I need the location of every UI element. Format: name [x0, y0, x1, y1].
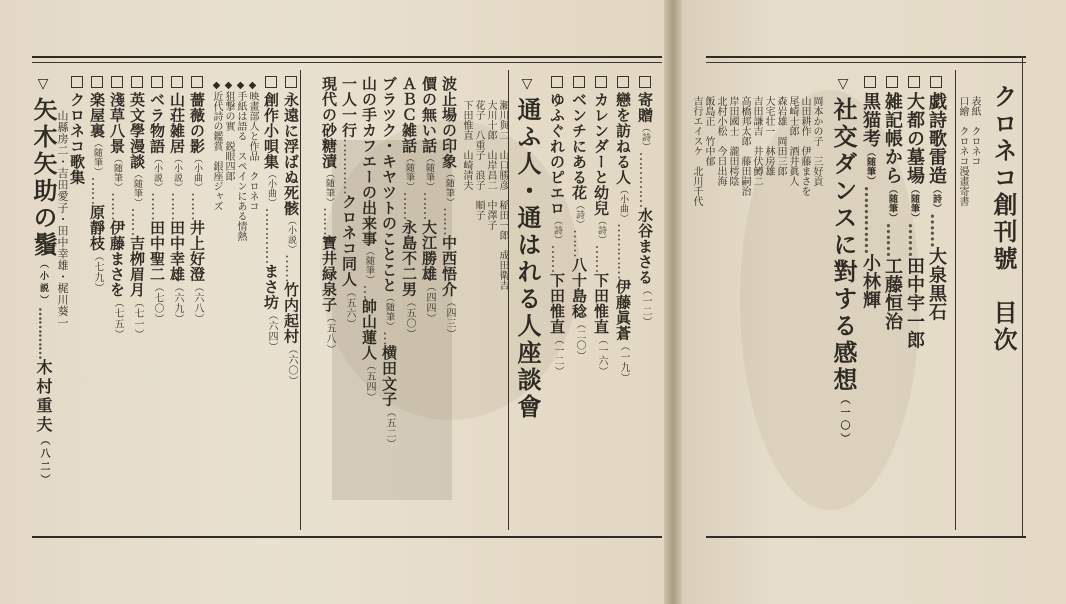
toc-entry: 山の手カフエーの出来事（随筆）…帥山蓮人（五四）: [360, 76, 378, 403]
zadan-members: 花子 八重子 浪子 順子: [473, 100, 484, 220]
toc-entry: 一人一行…………クロネコ同人（五六）: [340, 76, 358, 329]
frontis-credit: 口繪 クロネコ漫畫寄書: [957, 96, 968, 206]
toc-entry: 永遠に浮ばぬ死骸（小説）……竹内起村（六〇）: [282, 76, 300, 536]
section-divider: [508, 70, 509, 530]
bottom-rule-left: [32, 536, 662, 538]
toc-entry: 楽屋裏（随筆）……原靜枝（七九）: [88, 76, 106, 536]
feature-names: 高橋邦太郎 藤田嗣治: [739, 96, 750, 196]
zadan-members: 大川十郎 山岸昌二 中澤子: [485, 100, 496, 230]
feature-names: 尾崎士郎 酒井眞人: [787, 96, 798, 186]
top-rule-left: [32, 56, 662, 58]
toc-entry: 淺草八景（随筆）……伊藤まさを（七五）: [108, 76, 126, 536]
cover-credit: 表紙 クロネコ: [969, 96, 980, 166]
feature-names: 吉行エイスケ 北川千代: [691, 96, 702, 206]
top-rule-right: [706, 56, 1026, 58]
feature-names: 飯島正 竹中郁: [703, 96, 714, 166]
sub-item: ◆近代詩の鑑賞 銀座ジャズ: [211, 80, 222, 211]
feature-names: 山田耕作 伊藤まさを: [799, 96, 810, 196]
tanka-names: 山縣房二・吉田愛子・田中幸雄・梶川葵一: [56, 110, 69, 329]
toc-entry: 山荘雑居（小説）……田中幸雄（六九）: [168, 76, 186, 536]
feature-title: ▽社交ダンスに對する感想（一〇）: [829, 76, 858, 446]
zadan-members: 瀬川與二 山口勝彦 稲田一郎 成田衛吉: [497, 100, 508, 290]
toc-entry: ＡＢＣ雑話（随筆）……永島不二男（五〇）: [400, 76, 418, 339]
toc-entry: ベラ物語（小説）……田中聖二（七〇）: [148, 76, 166, 536]
feature-names: 大宅壮一 林房雄: [763, 96, 774, 176]
toc-entry: ブラツク・キヤツトのことこと（随筆）…横田文子（五二）: [380, 76, 398, 449]
toc-entry: 雑記帳から（随筆）……工藤恒治: [882, 76, 902, 536]
book-gutter: [664, 0, 682, 604]
toc-entry: ゆふぐれのピエロ（詩）……下田惟直（一二）: [548, 76, 566, 536]
sub-item: ◆映畫部人と作品 クロネコ: [247, 80, 258, 211]
feature-names: 岸田國士 瀧田樗陰: [727, 96, 738, 186]
zadan-members: 下田惟直 山崎清夫: [461, 100, 472, 190]
feature-names: 森岩雄 岡田三郎: [775, 96, 786, 176]
toc-entry: 創作小唄集（小曲）…………まさ坊（六四）: [262, 76, 280, 536]
right-frame-line: [1022, 56, 1023, 536]
top-rule-right-thin: [706, 62, 1026, 63]
toc-entry: 波止場の印象（随筆）……中西悟介（四三）: [440, 76, 458, 339]
sub-item: ◆狙撃の實 鋭眼四郎: [223, 80, 234, 181]
toc-entry: 英文學漫談（随筆）……吉栁眉月（七一）: [128, 76, 146, 536]
feature-names: 吉田謙吉 井伏鱒二: [751, 96, 762, 186]
toc-entry: 現代の砂糖漬（随筆）……寶井緑泉子（五八）: [320, 76, 338, 355]
section-divider: [300, 70, 301, 530]
toc-entry: 價の無い話（随筆）……大江勝雄（四四）: [420, 76, 438, 324]
toc-entry: 黒猫考（随筆）…………小林輝: [860, 76, 880, 536]
magazine-title: クロネコ創刊號 目次: [989, 84, 1018, 354]
sub-item: ◆手紙は語る スペインにある情熱: [235, 80, 246, 241]
feature-names: 岡本かの子 三好貢: [811, 96, 822, 186]
toc-entry: 薔薇の影（小曲）……井上好澄（六八）: [188, 76, 206, 536]
feature-names: 北村小松 今日出海: [715, 96, 726, 186]
toc-entry: 大都の墓場（随筆）……田中宇一郎: [904, 76, 924, 536]
toc-entry: 戯詩歌雷造（詩）……大泉黒石: [926, 76, 946, 536]
final-entry: ▽矢木矢助の鬚（小説）…………木村重夫（八二）: [29, 76, 58, 487]
toc-entry: 戀を訪ねる人（小曲）…………伊藤眞蒼（一九）: [614, 76, 632, 536]
toc-entry: 寄贈（詩）…………水谷まさる（一二）: [636, 76, 654, 536]
toc-entry: クロネコ歌集: [68, 76, 86, 536]
toc-entry: カレンダーと幼兒（詩）……下田惟直（一六）: [592, 76, 610, 536]
zadan-title: ▽通ふ人・通はれる人座談會: [513, 76, 542, 421]
toc-entry: ベンチにある花（詩）……八十島稔（二〇）: [570, 76, 588, 536]
top-rule-left-thin: [32, 62, 662, 63]
